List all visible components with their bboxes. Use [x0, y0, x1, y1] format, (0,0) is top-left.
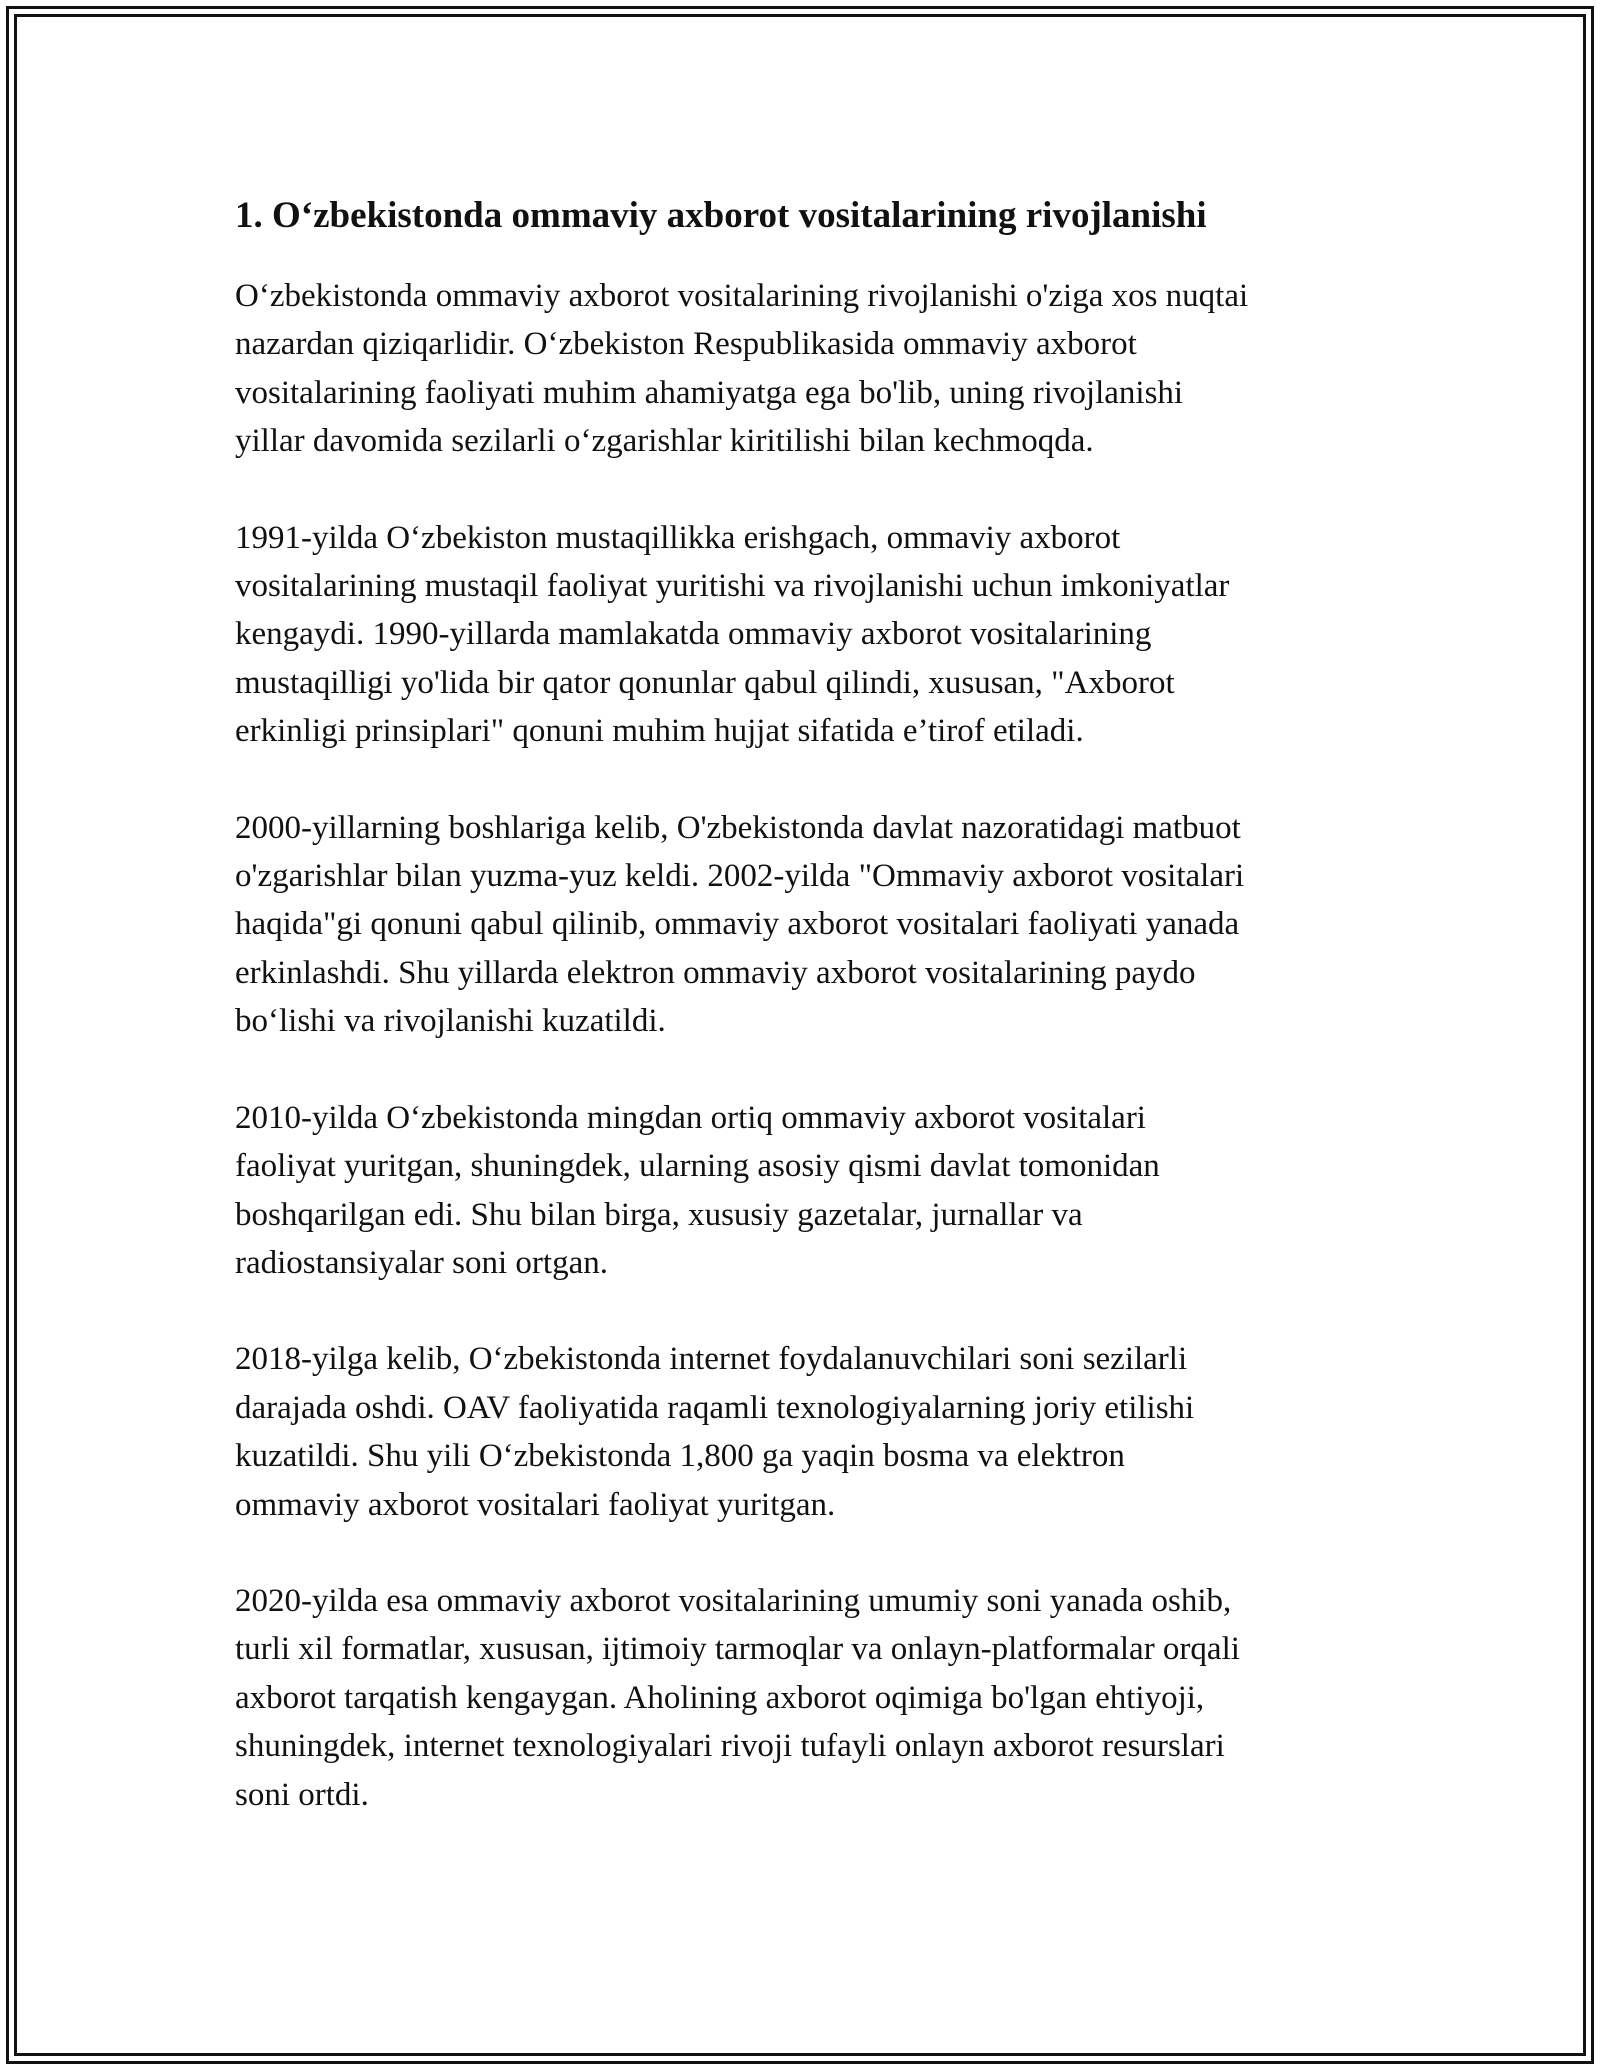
text-line: kengaydi. 1990-yillarda mamlakatda ommaviy axborot vositalarining — [235, 616, 1152, 653]
document-body — [235, 188, 1385, 1867]
text-line: nazardan qiziqarlidir. O‘zbekiston Respublikasida ommaviy axborot — [235, 326, 1137, 363]
text-line: kuzatildi. Shu yili O‘zbekistonda 1,800 ga yaqin bosma va elektron — [235, 1438, 1125, 1475]
text-line: 2000-yillarning boshlariga kelib, O'zbekistonda davlat nazoratidagi matbuot — [235, 809, 1241, 846]
text-line: radiostansiyalar soni ortgan. — [235, 1244, 608, 1281]
text-line: 2018-yilga kelib, O‘zbekistonda internet foydalanuvchilari soni sezilarli — [235, 1341, 1188, 1378]
text-line: faoliyat yuritgan, shuningdek, ularning asosiy qismi davlat tomonidan — [235, 1148, 1160, 1185]
paragraph-1991 — [235, 514, 1385, 756]
paragraph-2010 — [235, 1094, 1385, 1288]
text-line: o'zgarishlar bilan yuzma-yuz keldi. 2002-yilda "Ommaviy axborot vositalari — [235, 858, 1245, 895]
text-line: mustaqilligi yo'lida bir qator qonunlar qabul qilindi, xususan, "Axborot — [235, 664, 1175, 701]
paragraph-intro — [235, 272, 1385, 466]
text-line: yillar davomida sezilarli o‘zgarishlar kiritilishi bilan kechmoqda. — [235, 423, 1094, 460]
text-line: boshqarilgan edi. Shu bilan birga, xususiy gazetalar, jurnallar va — [235, 1196, 1083, 1233]
text-line: O‘zbekistonda ommaviy axborot vositalarining rivojlanishi o'ziga xos nuqtai — [235, 278, 1249, 314]
text-line: 2010-yilda O‘zbekistonda mingdan ortiq ommaviy axborot vositalari — [235, 1099, 1146, 1136]
text-line: turli xil formatlar, xususan, ijtimoiy tarmoqlar va onlayn-platformalar orqali — [235, 1631, 1240, 1668]
text-line: axborot tarqatish kengaygan. Aholining axborot oqimiga bo'lgan ehtiyoji, — [235, 1679, 1205, 1716]
text-line: 1991-yilda O‘zbekiston mustaqillikka erishgach, ommaviy axborot — [235, 519, 1121, 556]
text-line: shuningdek, internet texnologiyalari rivoji tufayli onlayn axborot resurslari — [235, 1728, 1225, 1765]
text-line: erkinligi prinsiplari" qonuni muhim hujjat sifatida e’tirof etiladi. — [235, 713, 1084, 750]
section-title: 1. O‘zbekistonda ommaviy axborot vositalarining rivojlanishi — [235, 195, 1207, 236]
text-line: ommaviy axborot vositalari faoliyat yuritgan. — [235, 1486, 836, 1523]
paragraph-2018 — [235, 1335, 1385, 1529]
text-line: vositalarining mustaqil faoliyat yuritishi va rivojlanishi uchun imkoniyatlar — [235, 568, 1230, 605]
text-line: darajada oshdi. OAV faoliyatida raqamli texnologiyalarning joriy etilishi — [235, 1389, 1195, 1426]
text-line: 2020-yilda esa ommaviy axborot vositalarining umumiy soni yanada oshib, — [235, 1582, 1232, 1619]
text-line: bo‘lishi va rivojlanishi kuzatildi. — [235, 1003, 666, 1040]
paragraph-2000s — [235, 804, 1385, 1046]
text-line: soni ortdi. — [235, 1776, 369, 1813]
paragraph-2020 — [235, 1577, 1385, 1819]
text-line: erkinlashdi. Shu yillarda elektron ommaviy axborot vositalarining paydo — [235, 954, 1196, 991]
text-line: haqida"gi qonuni qabul qilinib, ommaviy axborot vositalari faoliyati yanada — [235, 906, 1240, 943]
text-line: vositalarining faoliyati muhim ahamiyatga ega bo'lib, uning rivojlanishi — [235, 374, 1184, 411]
